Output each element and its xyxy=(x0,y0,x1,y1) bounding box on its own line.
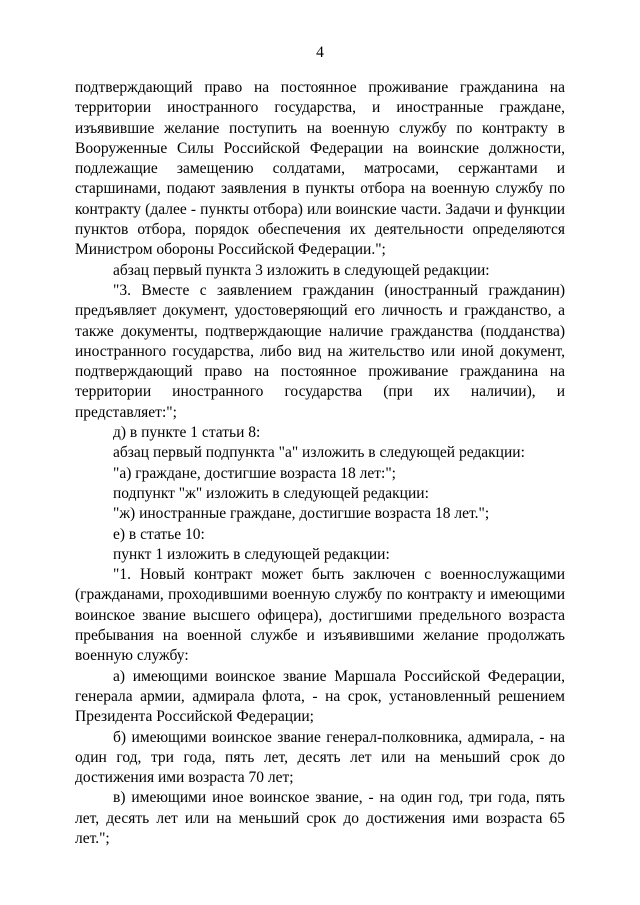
paragraph: абзац первый пункта 3 изложить в следующей редакции: xyxy=(113,261,490,279)
paragraph: б) имеющими воинское звание генерал-полковника, адмирала, - на один год, три года, пять лет, десять лет или на меньший срок до достижения ими возраста 70 лет; xyxy=(75,728,565,787)
paragraph: пункт 1 изложить в следующей редакции: xyxy=(113,545,390,563)
paragraph: е) в статье 10: xyxy=(113,525,205,543)
paragraph: д) в пункте 1 статьи 8: xyxy=(113,424,261,442)
page-number: 4 xyxy=(316,44,324,61)
paragraph: "а) граждане, достигшие возраста 18 лет:"; xyxy=(113,464,396,482)
paragraph: подпункт "ж" изложить в следующей редакции: xyxy=(113,484,429,502)
paragraph: "1. Новый контракт может быть заключен с военнослужащими (гражданами, проходившими военную службу по контракту и имеющими воинское звание высшего офицера), достигшими предельного возраста пребывания на военной службе и изъявившими желание продолжать военную службу: xyxy=(75,566,565,665)
paragraph: "3. Вместе с заявлением гражданин (иностранный гражданин) предъявляет документ, удостоверяющий его личность и гражданство, а также документы, подтверждающие наличие гражданства (подданства) иностранного государства, либо вид на жительство или иной документ, подтверждающий право на постоянное проживание гражданина на территории иностранного государства (при их наличии), и представляет:"; xyxy=(75,281,565,421)
paragraph: "ж) иностранные граждане, достигшие возраста 18 лет."; xyxy=(113,505,490,523)
document-body xyxy=(75,78,565,849)
paragraph: в) имеющими иное воинское звание, - на один год, три года, пять лет, десять лет или на меньший срок до достижения ими возраста 65 лет."; xyxy=(75,789,565,847)
paragraph: подтверждающий право на постоянное проживание гражданина на территории иностранного государства, и иностранные граждане, изъявившие желание поступить на военную службу по контракту в Вооруженные Силы Российской Федерации на воинские должности, подлежащие замещению солдатами, матросами, сержантами и старшинами, подают заявления в пункты отбора на военную службу по контракту (далее - пункты отбора) или воинские части. Задачи и функции пунктов отбора, порядок обеспечения их деятельности определяются Министром обороны Российской Федерации."; xyxy=(75,79,565,259)
paragraph: абзац первый подпункта "а" изложить в следующей редакции: xyxy=(113,444,525,462)
paragraph: а) имеющими воинское звание Маршала Российской Федерации, генерала армии, адмирала флота, - на срок, установленный решением Президента Российской Федерации; xyxy=(75,667,565,726)
